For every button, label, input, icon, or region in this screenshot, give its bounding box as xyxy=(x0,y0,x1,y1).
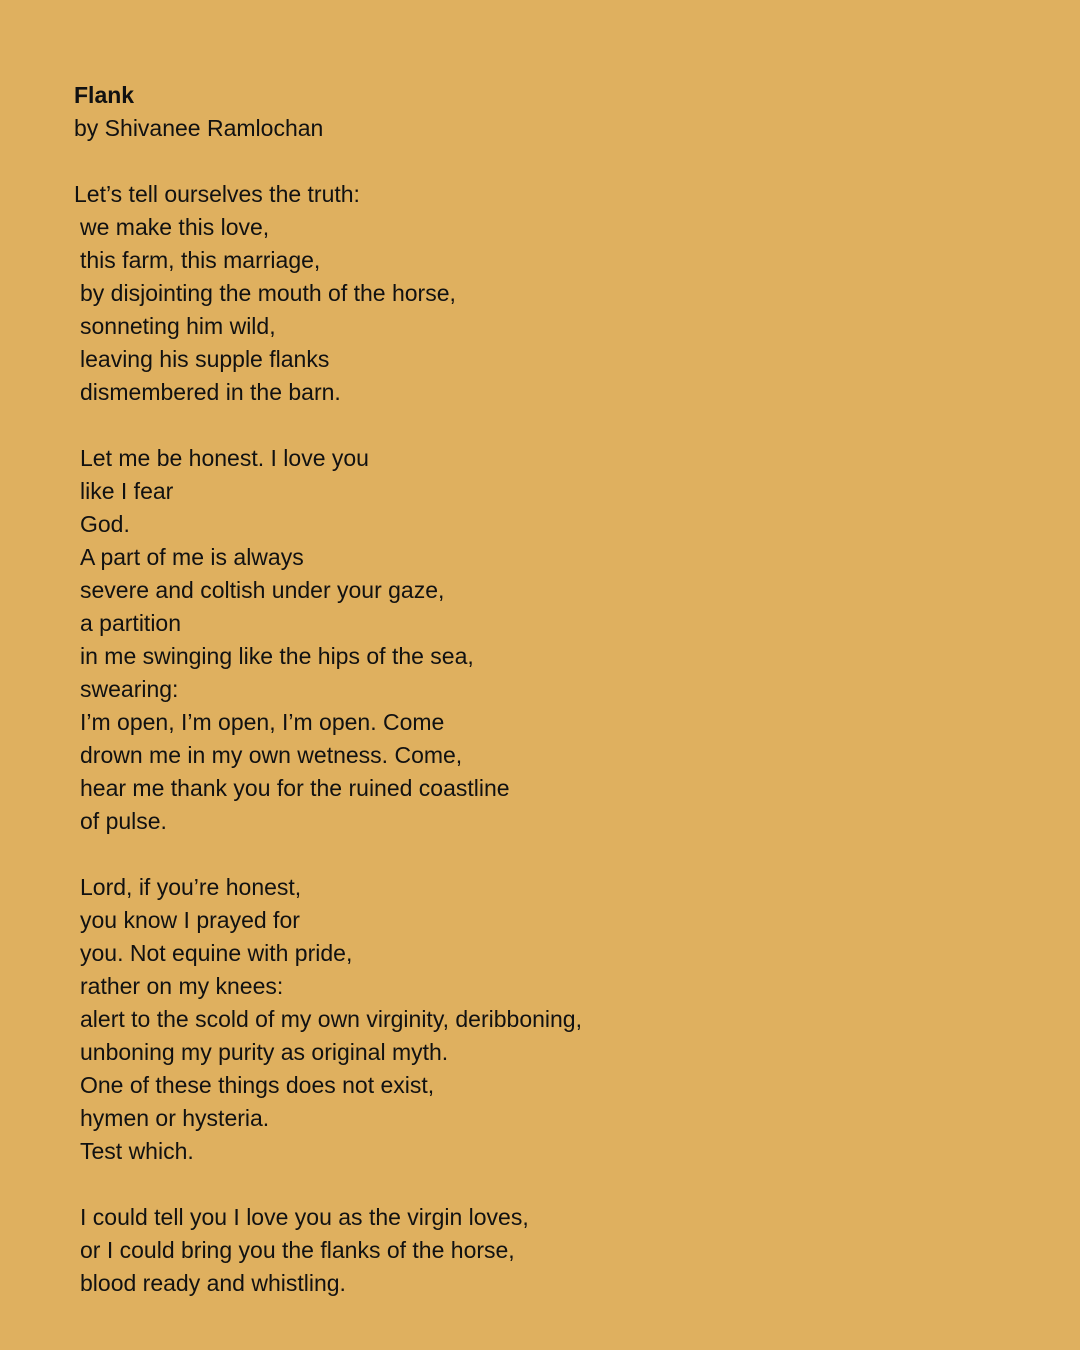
stanza-1 xyxy=(74,145,1034,409)
poem-line: Test which. xyxy=(80,1138,194,1164)
poem-line: One of these things does not exist, xyxy=(80,1072,435,1098)
poem-line: rather on my knees: xyxy=(80,973,284,999)
poem-line: Let’s tell ourselves the truth: xyxy=(74,181,360,207)
stanza-2 xyxy=(74,409,1034,838)
poem-line: blood ready and whistling. xyxy=(80,1270,346,1296)
poem-line: I’m open, I’m open, I’m open. Come xyxy=(80,709,445,735)
poem-line: leaving his supple flanks xyxy=(80,346,330,372)
poem-line: alert to the scold of my own virginity, deribboning, xyxy=(80,1006,582,1032)
poem-page xyxy=(74,79,1034,1300)
poem-line: drown me in my own wetness. Come, xyxy=(80,742,463,768)
poem-line: dismembered in the barn. xyxy=(80,379,341,405)
poem-line: hear me thank you for the ruined coastline xyxy=(80,775,510,801)
poem-title: Flank xyxy=(74,82,135,108)
poem-line: a partition xyxy=(80,610,182,636)
poem-line: severe and coltish under your gaze, xyxy=(80,577,445,603)
poem-line: this farm, this marriage, xyxy=(80,247,321,273)
poem-line: A part of me is always xyxy=(80,544,304,570)
poem-line: in me swinging like the hips of the sea, xyxy=(80,643,474,669)
poem-line: Lord, if you’re honest, xyxy=(80,874,302,900)
poem-line: we make this love, xyxy=(80,214,270,240)
poem-line: unboning my purity as original myth. xyxy=(80,1039,449,1065)
poem-line: of pulse. xyxy=(80,808,167,834)
poem-line: like I fear xyxy=(80,478,174,504)
poem-line: hymen or hysteria. xyxy=(80,1105,270,1131)
poem-line: God. xyxy=(80,511,130,537)
poem-line: Let me be honest. I love you xyxy=(80,445,369,471)
poem-line: by disjointing the mouth of the horse, xyxy=(80,280,456,306)
poem-line: sonneting him wild, xyxy=(80,313,276,339)
poem-line: swearing: xyxy=(80,676,179,702)
poem-line: you. Not equine with pride, xyxy=(80,940,353,966)
poem-author: by Shivanee Ramlochan xyxy=(74,115,324,141)
poem-line: you know I prayed for xyxy=(80,907,300,933)
poem-line: or I could bring you the flanks of the horse, xyxy=(80,1237,515,1263)
stanza-3 xyxy=(74,838,1034,1168)
stanza-4 xyxy=(74,1168,1034,1300)
poem-line: I could tell you I love you as the virgin loves, xyxy=(80,1204,529,1230)
